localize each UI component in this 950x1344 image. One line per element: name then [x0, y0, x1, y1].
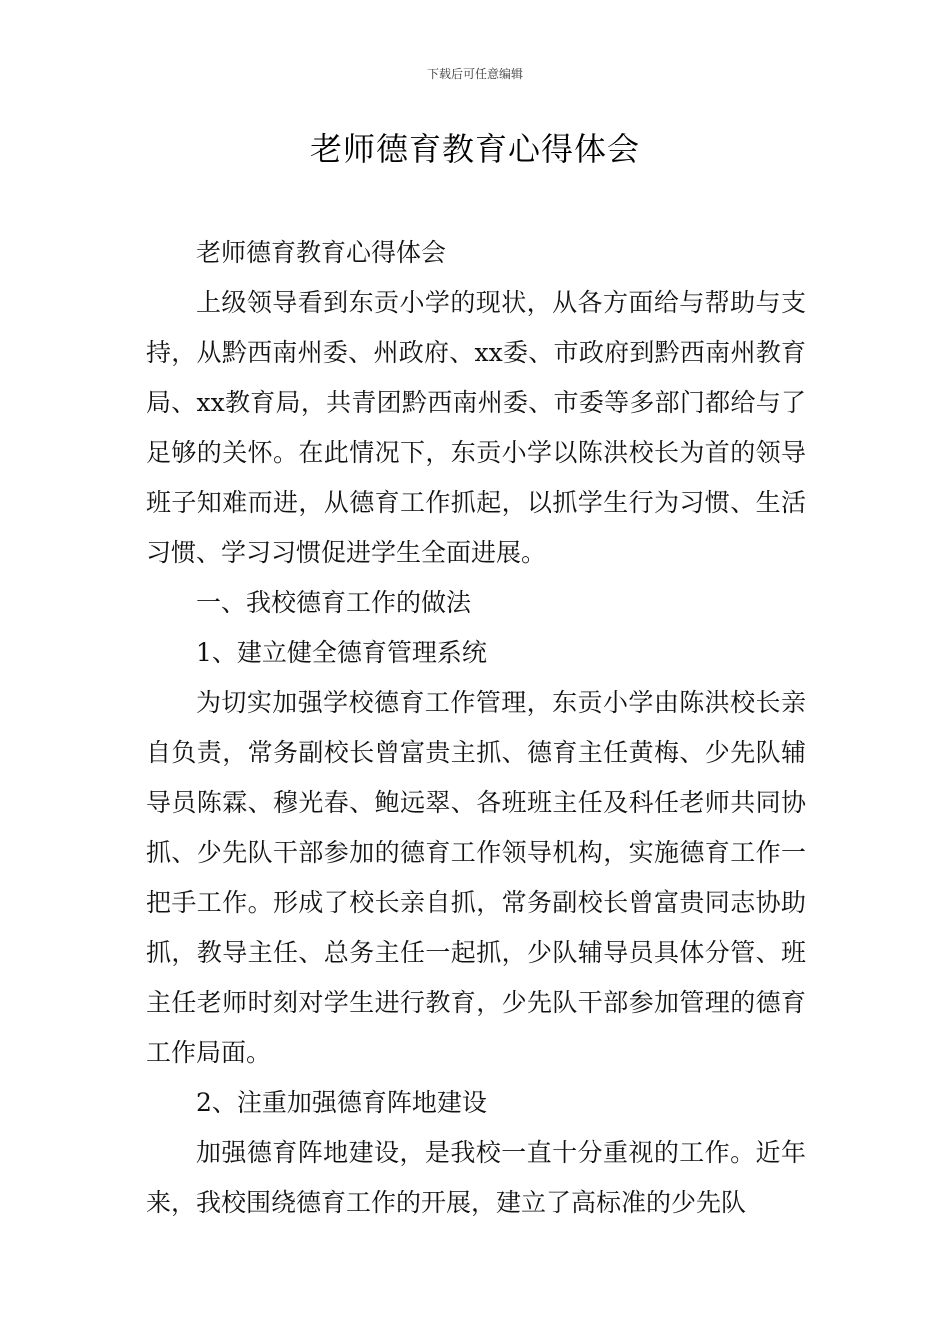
paragraph-management: 为切实加强学校德育工作管理，东贡小学由陈洪校长亲自负责，常务副校长曾富贵主抓、德育主任黄梅、少先队辅导员陈霖、穆光春、鲍远翠、各班班主任及科任老师共同协抓、少先队干部参加的德育工作领导机构，实施德育工作一把手工作。形成了校长亲自抓，常务副校长曾富贵同志协助抓，教导主任、总务主任一起抓，少队辅导员具体分管、班主任老师时刻对学生进行教育，少先队干部参加管理的德育工作局面。: [146, 688, 806, 1067]
paragraph-subtitle: 老师德育教育心得体会: [196, 238, 447, 267]
document-body: [146, 228, 806, 1228]
page-header-note: 下载后可任意编辑: [426, 67, 523, 81]
document-title: 老师德育教育心得体会: [309, 130, 640, 168]
paragraph-base-building: 加强德育阵地建设，是我校一直十分重视的工作。近年来，我校围绕德育工作的开展，建立了高标准的少先队: [146, 1138, 806, 1217]
section-heading-practices: 一、我校德育工作的做法: [196, 588, 472, 617]
subsection-heading-management: 1、建立健全德育管理系统: [196, 638, 487, 667]
paragraph-intro: 上级领导看到东贡小学的现状，从各方面给与帮助与支持，从黔西南州委、州政府、xx委、市政府到黔西南州教育局、xx教育局，共青团黔西南州委、市委等多部门都给与了足够的关怀。在此情况下，东贡小学以陈洪校长为首的领导班子知难而进，从德育工作抓起，以抓学生行为习惯、生活习惯、学习习惯促进学生全面进展。: [146, 288, 806, 567]
subsection-heading-base-building: 2、注重加强德育阵地建设: [196, 1088, 487, 1117]
